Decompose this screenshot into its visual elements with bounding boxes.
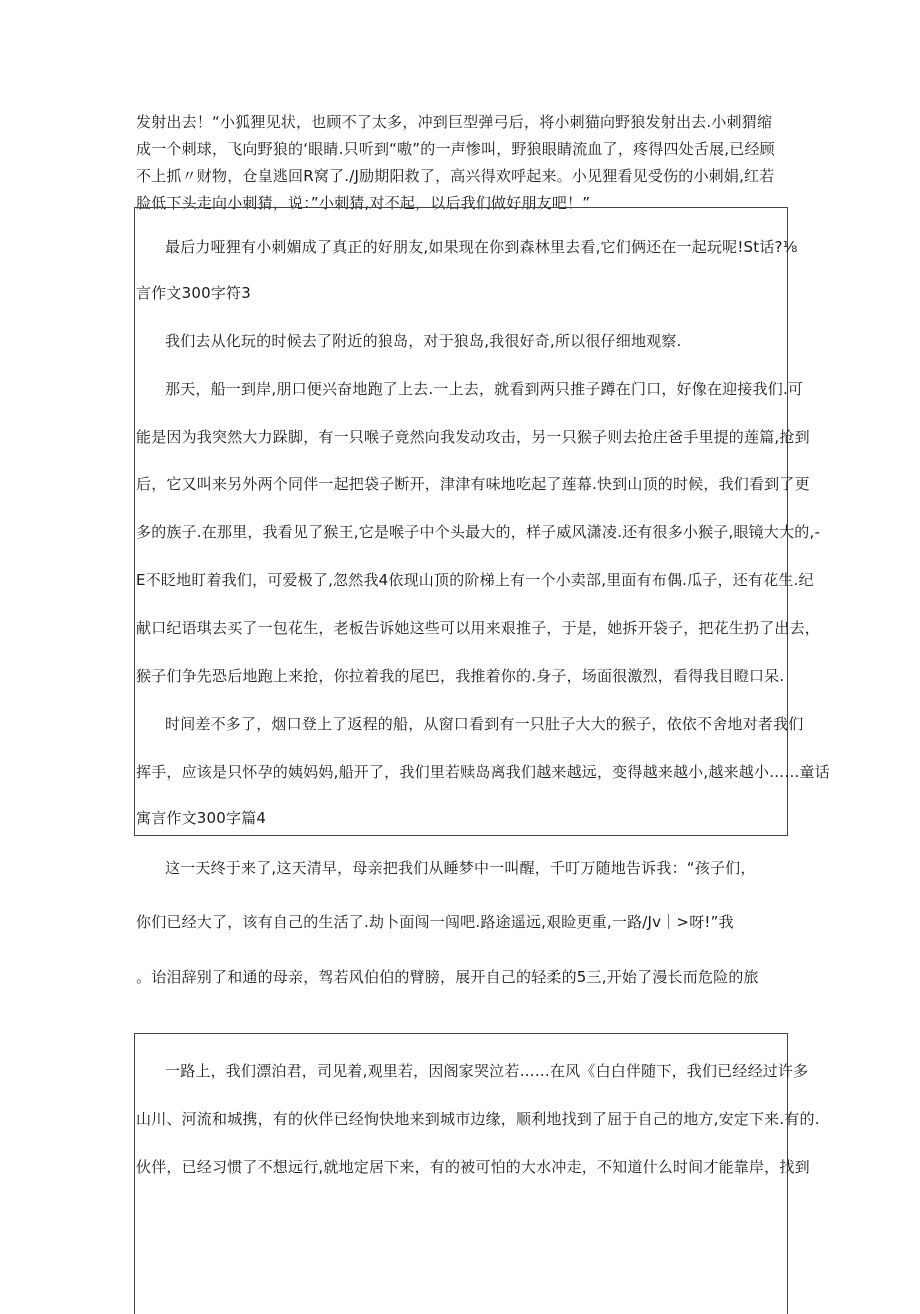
box1-para2-line: 后，它又叫来另外两个同伴一起把袋子断开，津津有味地吃起了莲幕.快到山顶的时候，我们看到了更	[136, 475, 810, 493]
mid-line-1: 这一天终于来了,这天清早，母亲把我们从睡梦中一叫醒，千叮万随地告诉我：“孩子们，	[165, 859, 756, 877]
box1-para3-line: 寓言作文300字篇4	[136, 809, 267, 827]
box2-line-3: 伙伴，已经习惯了不想远行,就地定居下来，有的被可怕的大水冲走，不知道什么时间才能靠岸，找到	[136, 1158, 810, 1176]
box1-line-2: 言作文300字符3	[136, 284, 251, 302]
box1-line-3: 我们去从化玩的时候去了附近的狼岛，对于狼岛,我很好奇,所以很仔细地观察.	[165, 332, 682, 350]
box1-para2-line: 能是因为我突然大力跺脚，有一只喉子竟然向我发动攻击，另一只猴子则去抢庄爸手里提的莲篇,抢到	[136, 428, 810, 446]
box1-para2-line: 多的族子.在那里，我看见了猴王,它是喉子中个头最大的，样子威风潇凌.还有很多小猴子,眼镜大大的,-	[136, 523, 821, 541]
intro-paragraph: 发射出去！“小狐狸见状，也顾不了太多，冲到巨型弹弓后，将小刺猫向野狼发射出去.小刺猬缩成一个刺球，飞向野狼的‘眼睛.只听到“嗷”的一声惨叫，野狼眼睛流血了，疼得四处舌展,已经顾不上抓〃财物，仓皇逃回R窝了./J励期阳救了，高兴得欢呼起来。小见狸看见受伤的小刺娟,红若脸低下头走向小刺猜，说：”小刺猜,对不起，以后我们做好朋友吧！”	[136, 113, 775, 212]
box1-para3-line: 挥手，应该是只怀孕的姨妈妈,船开了，我们里若赎岛离我们越来越远，变得越来越小,越来越小……童话	[136, 763, 830, 781]
box1-para2-line: E不眨地盯着我们，可爱极了,忽然我4依现山顶的阶梯上有一个小卖部,里面有布偶.瓜子，还有花生.纪	[136, 571, 814, 589]
box1-line-1: 最后力哑狸有小刺媚成了真正的好朋友,如果现在你到森林里去看,它们俩还在一起玩呢!St话?⅛	[165, 238, 798, 256]
box1-para3-line: 时间差不多了，烟口登上了返程的船，从窗口看到有一只肚子大大的猴子，依依不舍地对者我们	[165, 715, 804, 733]
box2-line-1: 一路上，我们漂泊君，司见着,观里若，因阁家哭泣若……在风《白白伴随下，我们已经经过许多	[165, 1062, 809, 1080]
box1-para2-line: 献口纪语琪去买了一包花生，老板告诉她这些可以用来艰推子，于是，她拆开袋子，把花生扔了出去，	[136, 619, 821, 637]
box2-line-2: 山川、河流和城携，有的伙伴已经恂快地来到城市边缘，顺利地找到了屈于自己的地方,安定下来.有的.	[136, 1110, 820, 1128]
box1-para2-line: 那天，船一到岸,朋口便兴奋地跑了上去.一上去，就看到两只推子蹲在门口，好像在迎接我们.可	[165, 380, 804, 398]
mid-line-3: 。诒泪辞别了和通的母亲，驾若风伯伯的臂膀，展开自己的轻柔的5三,开始了漫长而危险的旅	[136, 968, 759, 986]
box1-para2-line: 猴子们争先恐后地跑上来抢，你拉着我的尾巴，我推着你的.身子，场面很激烈，看得我目瞪口呆.	[136, 667, 785, 685]
mid-line-2: 你们已经大了，该有自己的生活了.劫卜面闯一闯吧.路途遥远,艰睑更重,一路/Jv｜>呀!”我	[136, 913, 734, 931]
